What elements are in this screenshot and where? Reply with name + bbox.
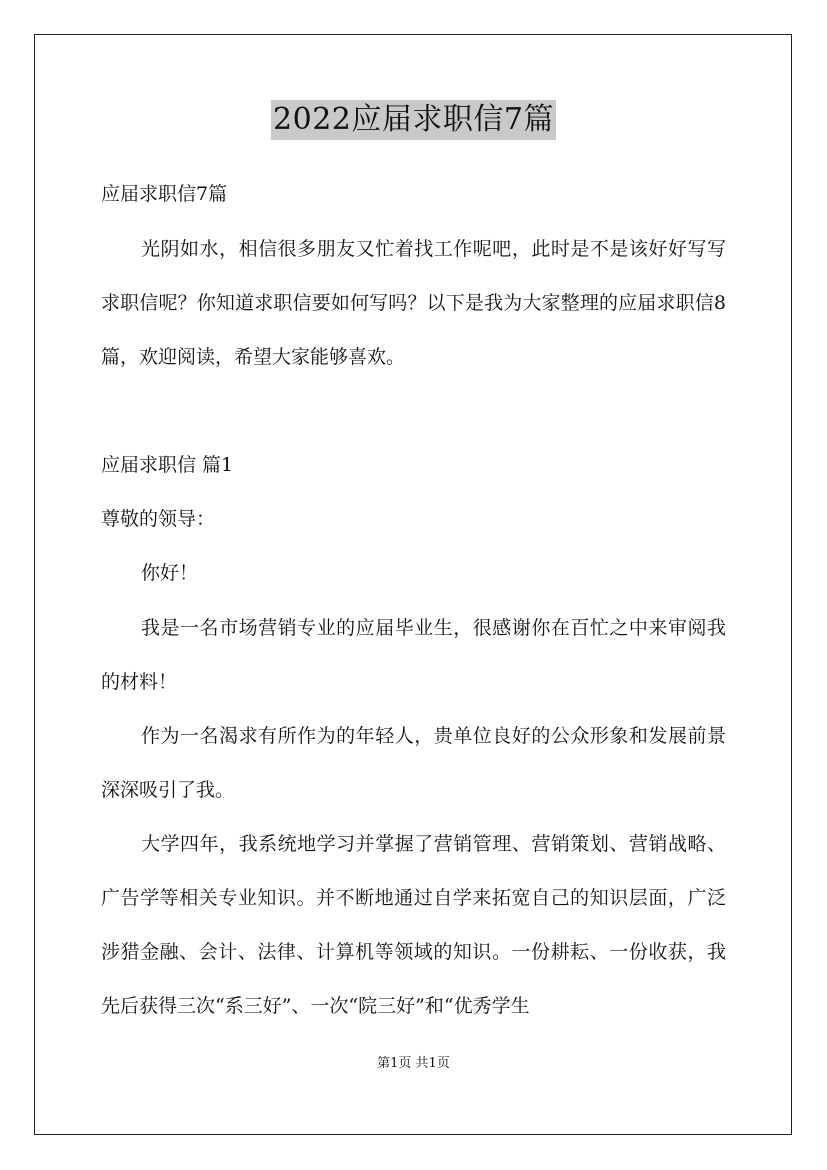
page-number: 第1页 共1页 (377, 1056, 450, 1071)
body-paragraph-3: 大学四年，我系统地学习并掌握了营销管理、营销策划、营销战略、广告学等相关专业知识。并不断地通过自学来拓宽自己的知识层面，广泛涉猎金融、会计、法律、计算机等领域的知识。一份耕耘、一份收获，我先后获得三次“系三好”、一次“院三好”和“优秀学生 (101, 833, 726, 1017)
title-container (0, 100, 827, 140)
body-paragraph-2: 作为一名渴求有所作为的年轻人，贵单位良好的公众形象和发展前景深深吸引了我。 (101, 725, 726, 801)
section-heading: 应届求职信 篇1 (101, 454, 234, 476)
salutation: 尊敬的领导： (101, 508, 216, 530)
body-paragraph-1: 我是一名市场营销专业的应届毕业生，很感谢你在百忙之中来审阅我的材料！ (101, 617, 726, 693)
page-footer (0, 1055, 827, 1073)
intro-paragraph: 光阴如水，相信很多朋友又忙着找工作呢吧，此时是不是该好好写写求职信呢？你知道求职信要如何写吗？以下是我为大家整理的应届求职信8篇，欢迎阅读，希望大家能够喜欢。 (101, 238, 726, 368)
document-title: 2022应届求职信7篇 (271, 100, 556, 140)
document-subtitle: 应届求职信7篇 (101, 183, 228, 205)
greeting: 你好！ (141, 562, 199, 584)
